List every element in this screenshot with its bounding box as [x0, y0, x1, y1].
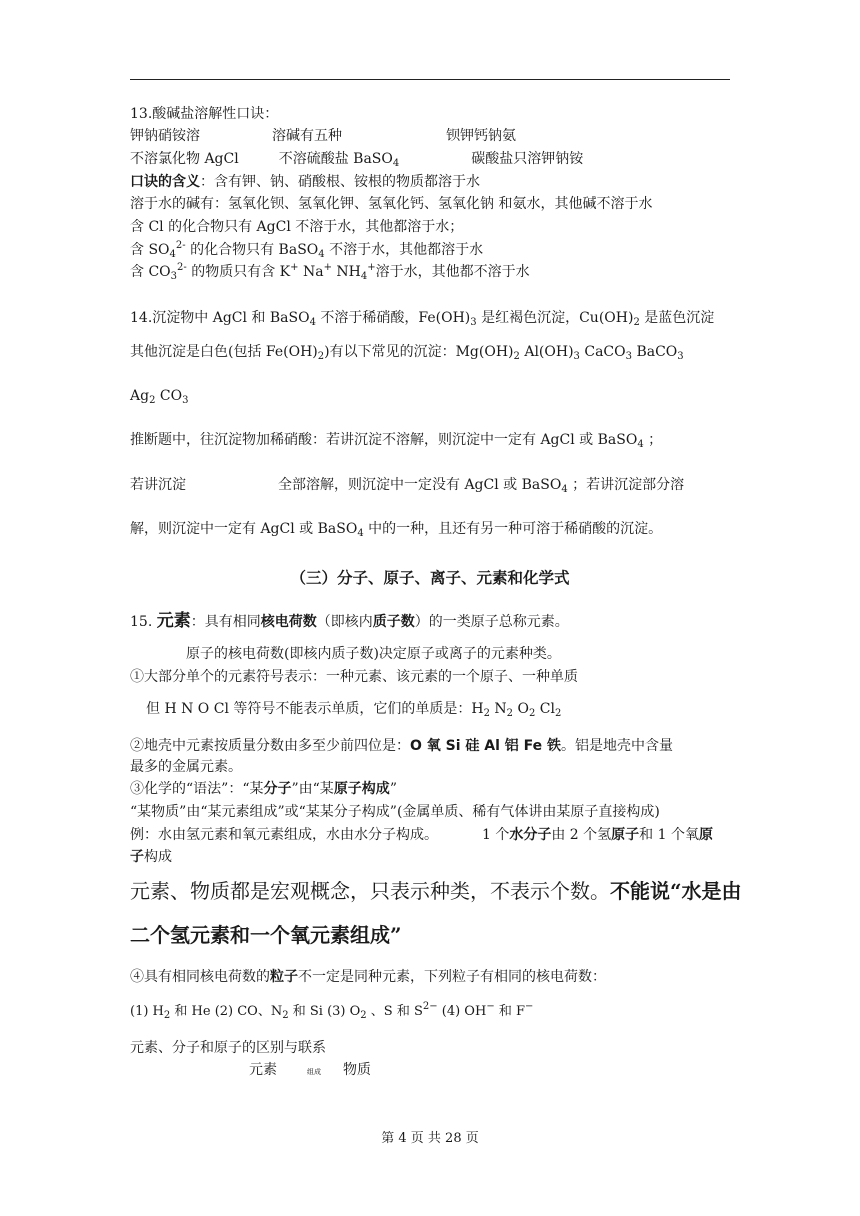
text-line: 14.沉淀物中 AgCl 和 BaSO$_4$ 不溶于稀硝酸，$Fe(OH)_3$ 是红褐色沉淀，$Cu(OH)_2$ 是蓝色沉淀: [130, 310, 715, 328]
text-line: 其他沉淀是白色(包括 $Fe(OH)_2$)有以下常见的沉淀：$Mg(OH)_2$ $Al(OH)_3$ CaCO$_3$ BaCO$_3$: [130, 344, 684, 362]
section-heading: （三）分子、原子、离子、元素和化学式: [290, 568, 570, 587]
text-line: ③化学的“语法”：“某分子”由“某原子构成”: [130, 781, 397, 797]
text-line: “某物质”由“某元素组成”或“某某分子构成”(金属单质、稀有气体讲由某原子直接构成): [130, 804, 660, 820]
text-line: ④具有相同核电荷数的粒子不一定是同种元素，下列粒子有相同的核电荷数：: [130, 969, 606, 985]
text-line: ①大部分单个的元素符号表示：一种元素、该元素的一个原子、一种单质: [130, 669, 578, 685]
text-line: 溶于水的碱有：氢氧化钡、氢氧化钾、氢氧化钙、氢氧化钠 和氨水，其他碱不溶于水: [130, 196, 653, 212]
text-line: 例：水由氢元素和氧元素组成，水由水分子构成。 1 个水分子由 2 个氢原子和 1 个氧原: [130, 827, 713, 843]
text-line: 若讲沉淀 全部溶解，则沉淀中一定没有 AgCl 或 BaSO$_4$ ；若讲沉淀部分溶: [130, 477, 685, 495]
text-line: 但 H N O Cl 等符号不能表示单质，它们的单质是：$H_2$ $N_2$ $O_2$ $Cl_2$: [146, 701, 562, 719]
page-footer: 第 4 页 共 28 页: [381, 1131, 479, 1146]
text-line: 元素 组成 物质: [249, 1062, 371, 1078]
text-line: 原子的核电荷数(即核内质子数)决定原子或离子的元素种类。: [186, 646, 561, 662]
text-line: 子构成: [130, 849, 172, 865]
text-line: 含 $SO_4^{2-}$ 的化合物只有 BaSO$_4$ 不溶于水，其他都溶于水: [130, 240, 484, 260]
text-line: (1) $H_2$ 和 He (2) CO、$N_2$ 和 Si (3) $O_2$ 、S 和 $S^{2-}$ (4) OH− 和 F−: [130, 1001, 534, 1021]
text-line: 元素、物质都是宏观概念，只表示种类，不表示个数。不能说“水是由: [130, 879, 742, 903]
text-line: 不溶氯化物 AgCl 不溶硫酸盐 BaSO$_4$ 碳酸盐只溶钾钠铵: [130, 151, 584, 169]
text-line: 解，则沉淀中一定有 AgCl 或 BaSO$_4$ 中的一种，且还有另一种可溶于稀硝酸的沉淀。: [130, 521, 663, 539]
text-line: 含 Cl 的化合物只有 AgCl 不溶于水，其他都溶于水；: [130, 219, 464, 235]
text-line: 15. 元素：具有相同核电荷数（即核内质子数）的一类原子总称元素。: [130, 611, 569, 631]
text-line: 推断题中，往沉淀物加稀硝酸：若讲沉淀不溶解，则沉淀中一定有 AgCl 或 BaSO$_4$ ；: [130, 432, 663, 450]
text-line: 钾钠硝铵溶 溶碱有五种 钡钾钙钠氨: [130, 128, 516, 144]
text-line: 最多的金属元素。: [130, 759, 242, 775]
text-line: 含 $CO_3^{2-}$ 的物质只有含 K+ Na+ $NH_4^+$溶于水，其他都不溶于水: [130, 262, 530, 282]
text-line: 元素、分子和原子的区别与联系: [130, 1040, 326, 1056]
text-line: 13.酸碱盐溶解性口诀：: [130, 106, 279, 122]
text-line: ②地壳中元素按质量分数由多至少前四位是：O 氧 Si 硅 Al 铝 Fe 铁。铝是地壳中含量: [130, 738, 674, 754]
text-line: 口诀的含义：含有钾、钠、硝酸根、铵根的物质都溶于水: [130, 174, 480, 190]
header-rule: [130, 79, 730, 80]
text-line: 二个氢元素和一个氧元素组成”: [130, 923, 402, 947]
text-line: $Ag_2$ $CO_3$: [130, 388, 189, 406]
